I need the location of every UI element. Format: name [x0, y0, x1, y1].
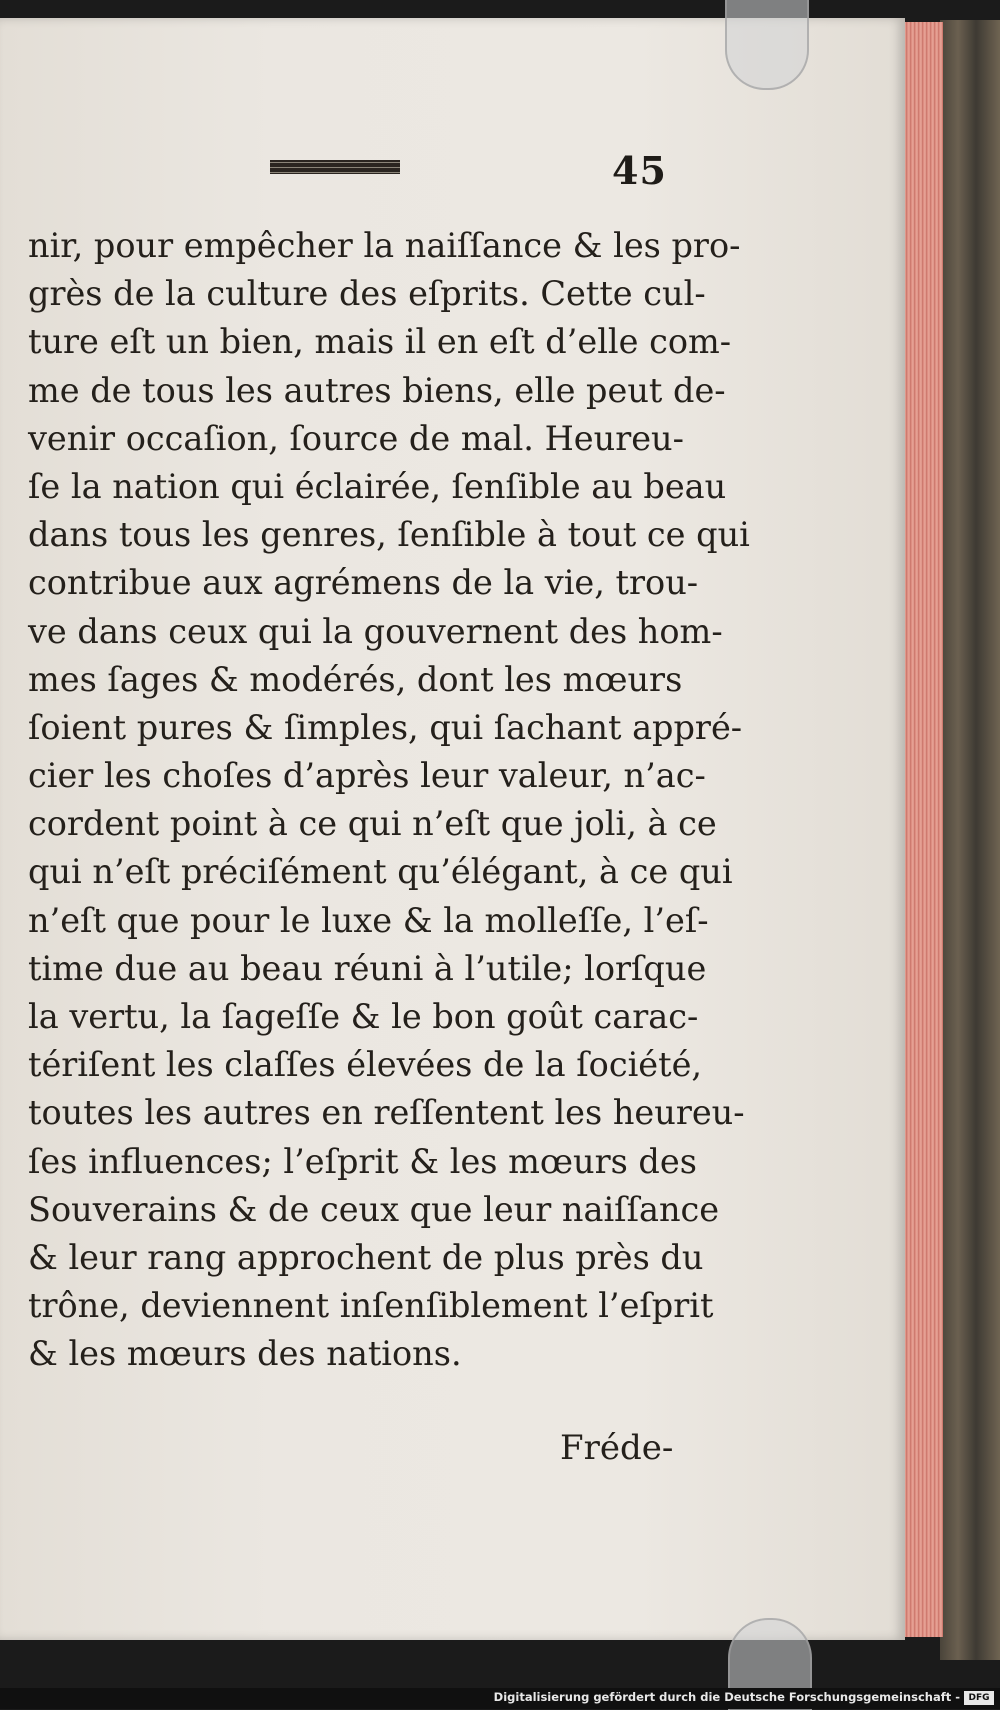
- text-line: trône, deviennent inſenſiblement l’eſprit: [28, 1286, 714, 1326]
- text-line: qui n’eſt préciſément qu’élégant, à ce qui: [28, 852, 733, 892]
- body-text: [28, 222, 750, 1379]
- text-line: toutes les autres en reſſentent les heureu-: [28, 1093, 745, 1133]
- text-line: ſes influences; l’eſprit & les mœurs des: [28, 1141, 697, 1181]
- text-line: & leur rang approchent de plus près du: [28, 1237, 704, 1277]
- dfg-logo: DFG: [964, 1691, 994, 1705]
- header-rule: [270, 160, 400, 174]
- book-cover-edge: [940, 20, 1000, 1660]
- text-line: mes ſages & modérés, dont les mœurs: [28, 659, 683, 699]
- text-line: ve dans ceux qui la gouvernent des hom-: [28, 611, 723, 651]
- text-line: n’eſt que pour le luxe & la molleſſe, l’eſ-: [28, 900, 709, 940]
- text-line: ſoient pures & ſimples, qui ſachant appré-: [28, 707, 743, 747]
- catchword: Fréde-: [560, 1428, 674, 1468]
- text-line: cier les choſes d’après leur valeur, n’ac-: [28, 756, 706, 796]
- text-line: grès de la culture des eſprits. Cette cul-: [28, 274, 706, 314]
- page-clip-top: [725, 0, 809, 90]
- page-number: 45: [612, 148, 667, 193]
- funding-credit: Digitalisierung gefördert durch die Deutsche Forschungsgemeinschaft -: [493, 1690, 960, 1704]
- text-line: Souverains & de ceux que leur naiſſance: [28, 1189, 720, 1229]
- text-line: nir, pour empêcher la naiſſance & les pro-: [28, 226, 741, 265]
- text-line: me de tous les autres biens, elle peut de-: [28, 370, 726, 410]
- text-line: contribue aux agrémens de la vie, trou-: [28, 563, 699, 603]
- text-line: cordent point à ce qui n’eſt que joli, à ce: [28, 804, 717, 844]
- text-line: & les mœurs des nations.: [28, 1334, 462, 1374]
- text-line: ſe la nation qui éclairée, ſenſible au beau: [28, 466, 727, 506]
- text-line: venir occaſion, ſource de mal. Heureu-: [28, 418, 684, 458]
- text-line: la vertu, la ſageſſe & le bon goût carac-: [28, 997, 699, 1036]
- text-line: tériſent les claſſes élevées de la ſociété,: [28, 1045, 703, 1085]
- text-line: ture eſt un bien, mais il en eſt d’elle com-: [28, 322, 732, 362]
- text-line: time due au beau réuni à l’utile; lorſque: [28, 948, 707, 988]
- text-line: dans tous les genres, ſenſible à tout ce qui: [28, 515, 750, 555]
